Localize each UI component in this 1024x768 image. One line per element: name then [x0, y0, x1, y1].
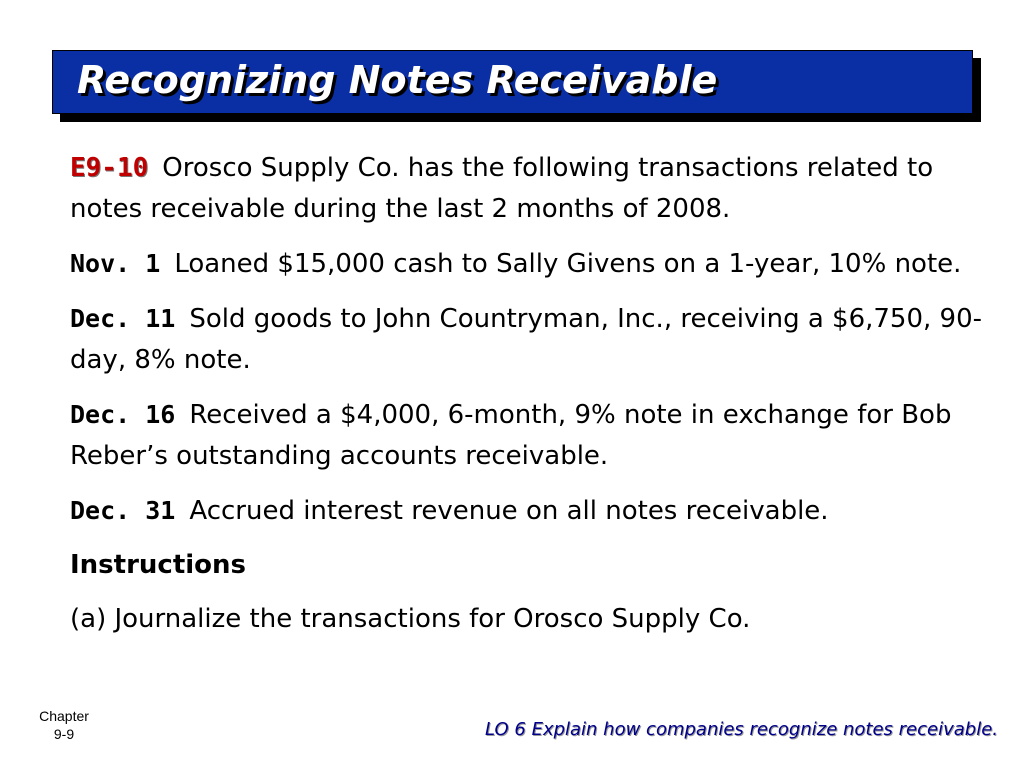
transaction-text: Accrued interest revenue on all notes receivable. — [189, 496, 829, 526]
transaction-date: Nov. 1 — [70, 249, 161, 278]
page-number: 9-9 — [53, 726, 75, 742]
transaction-item — [70, 298, 1005, 381]
learning-objective: LO 6 Explain how companies recognize notes receivable. — [485, 719, 998, 740]
transaction-item — [70, 243, 1005, 285]
transaction-date: Dec. 11 — [70, 304, 176, 333]
slide-title: Recognizing Notes Receivable — [77, 58, 718, 102]
slide-content — [70, 148, 1005, 653]
instruction-item-a: (a) Journalize the transactions for Orosco Supply Co. — [70, 604, 751, 634]
transaction-item — [70, 394, 1005, 477]
transaction-item — [70, 490, 1005, 532]
instructions-heading: Instructions — [70, 550, 247, 580]
chapter-label — [30, 707, 98, 743]
exercise-code: E9-10 — [70, 153, 149, 183]
title-bar — [52, 50, 973, 114]
chapter-label-text: Chapter — [39, 708, 89, 724]
exercise-intro-text: Orosco Supply Co. has the following transactions related to notes receivable during the last 2 months of 2008. — [70, 153, 934, 224]
transaction-text: Sold goods to John Countryman, Inc., receiving a $6,750, 90-day, 8% note. — [70, 304, 983, 375]
transaction-date: Dec. 31 — [70, 496, 176, 525]
transaction-text: Loaned $15,000 cash to Sally Givens on a 1-year, 10% note. — [174, 249, 962, 279]
transaction-text: Received a $4,000, 6-month, 9% note in exchange for Bob Reber’s outstanding accounts receivable. — [70, 400, 952, 471]
exercise-intro — [70, 148, 1005, 230]
transaction-date: Dec. 16 — [70, 400, 176, 429]
